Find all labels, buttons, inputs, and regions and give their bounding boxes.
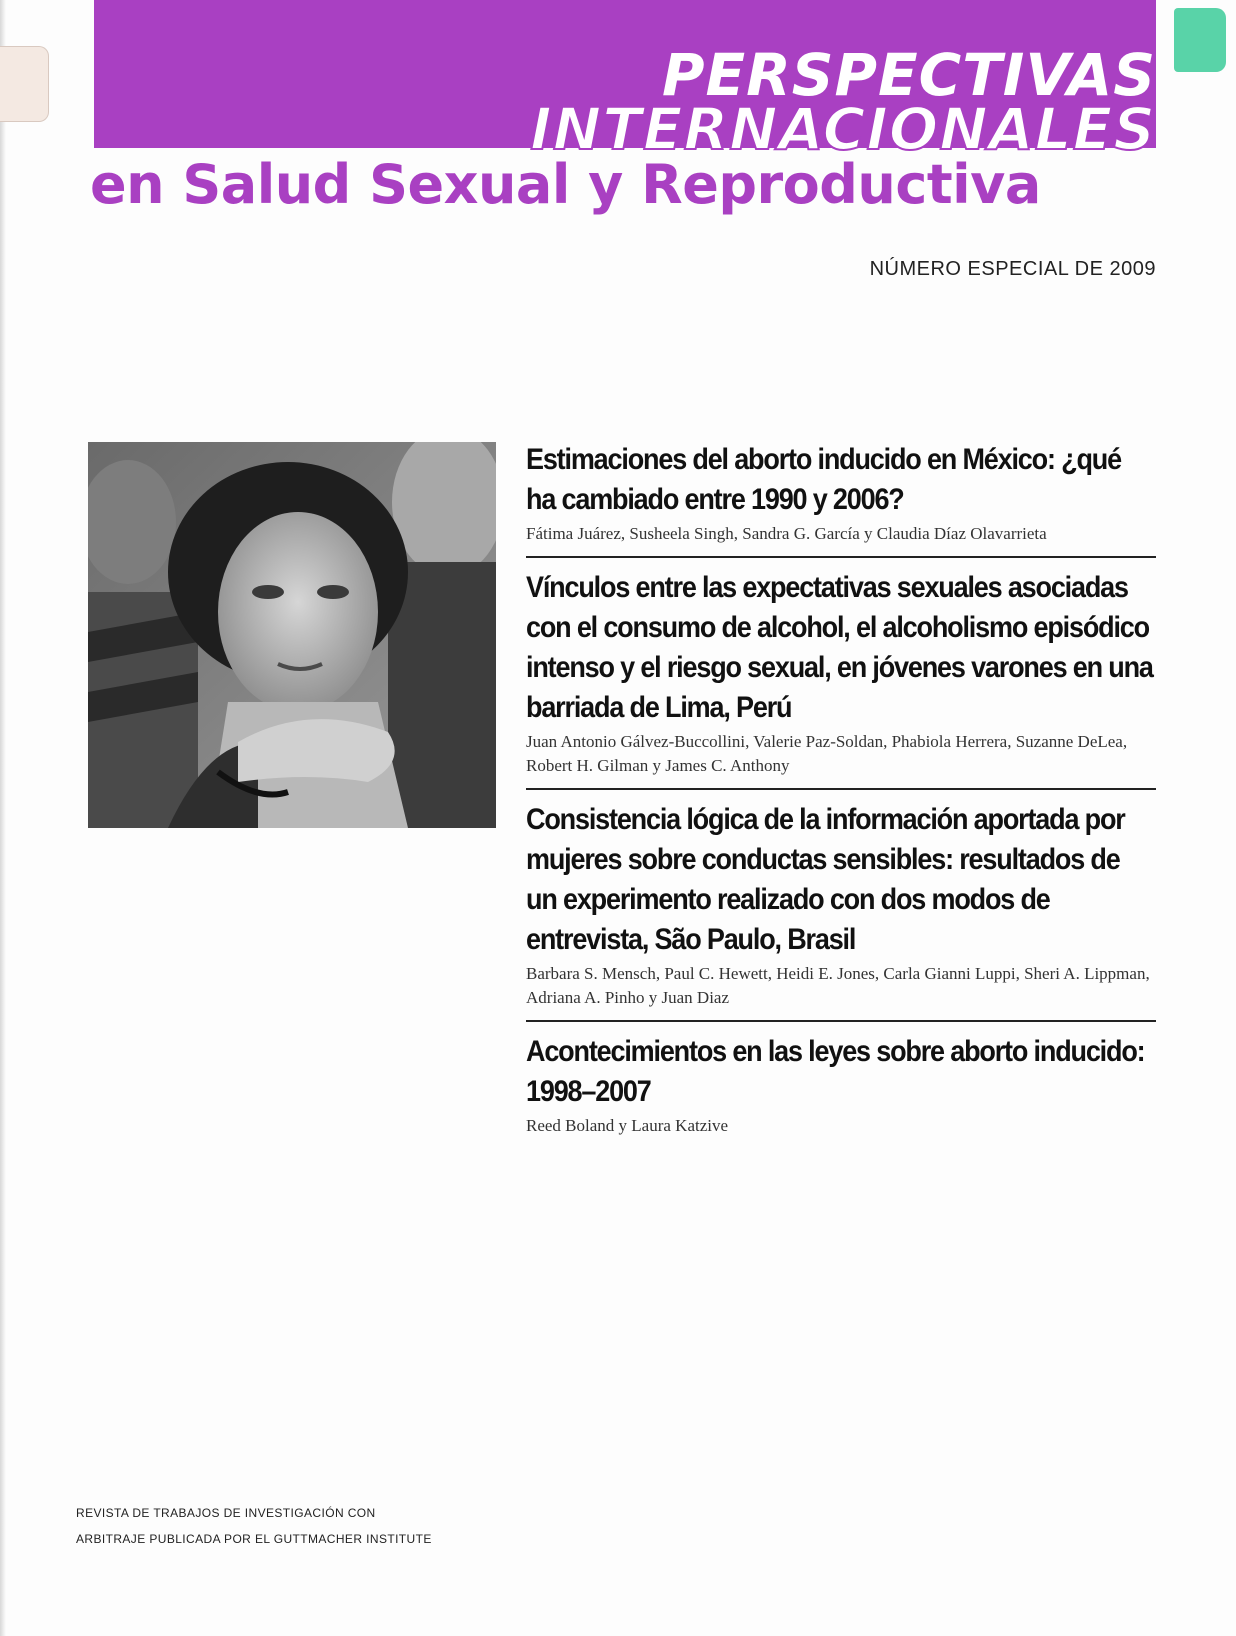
page-edge bbox=[0, 0, 6, 1636]
index-tab bbox=[1174, 8, 1226, 72]
article-entry[interactable] bbox=[526, 1020, 1156, 1148]
cover-photo bbox=[88, 442, 496, 828]
masthead-title-line2: INTERNACIONALES bbox=[530, 95, 1156, 163]
table-of-contents bbox=[526, 440, 1156, 1148]
publisher-note-line1: REVISTA DE TRABAJOS DE INVESTIGACIÓN CON bbox=[76, 1506, 376, 1520]
article-title[interactable]: Consistencia lógica de la información aportada por mujeres sobre conductas sensibles: resultados de un experimento realizado con dos modos de entrevista, São Paulo, Brasil bbox=[526, 803, 1125, 956]
publisher-note-line2: ARBITRAJE PUBLICADA POR EL GUTTMACHER INSTITUTE bbox=[76, 1532, 432, 1546]
article-authors: Juan Antonio Gálvez-Buccollini, Valerie Paz-Soldan, Phabiola Herrera, Suzanne DeLea, Robert H. Gilman y James C. Anthony bbox=[526, 732, 1128, 775]
article-entry[interactable] bbox=[526, 788, 1156, 1020]
masthead-title-line1: PERSPECTIVAS bbox=[661, 41, 1156, 109]
article-title[interactable]: Acontecimientos en las leyes sobre aborto inducido: 1998–2007 bbox=[526, 1035, 1145, 1108]
article-title[interactable]: Estimaciones del aborto inducido en México: ¿qué ha cambiado entre 1990 y 2006? bbox=[526, 443, 1121, 516]
issue-label: NÚMERO ESPECIAL DE 2009 bbox=[869, 258, 1156, 280]
article-authors: Barbara S. Mensch, Paul C. Hewett, Heidi E. Jones, Carla Gianni Luppi, Sheri A. Lippman, Adriana A. Pinho y Juan Diaz bbox=[526, 964, 1150, 1007]
article-entry[interactable] bbox=[526, 440, 1156, 556]
article-authors: Reed Boland y Laura Katzive bbox=[526, 1116, 729, 1135]
masthead-subtitle: en Salud Sexual y Reproductiva bbox=[90, 153, 1041, 216]
article-entry[interactable] bbox=[526, 556, 1156, 788]
article-authors: Fátima Juárez, Susheela Singh, Sandra G. García y Claudia Díaz Olavarrieta bbox=[526, 524, 1047, 543]
article-title[interactable]: Vínculos entre las expectativas sexuales asociadas con el consumo de alcohol, el alcoholismo episódico intenso y el riesgo sexual, en jóvenes varones en una barriada de Lima, Perú bbox=[526, 571, 1153, 724]
library-sticker bbox=[0, 46, 49, 122]
publisher-note bbox=[76, 1500, 496, 1552]
cover-photo-illustration bbox=[88, 442, 496, 828]
